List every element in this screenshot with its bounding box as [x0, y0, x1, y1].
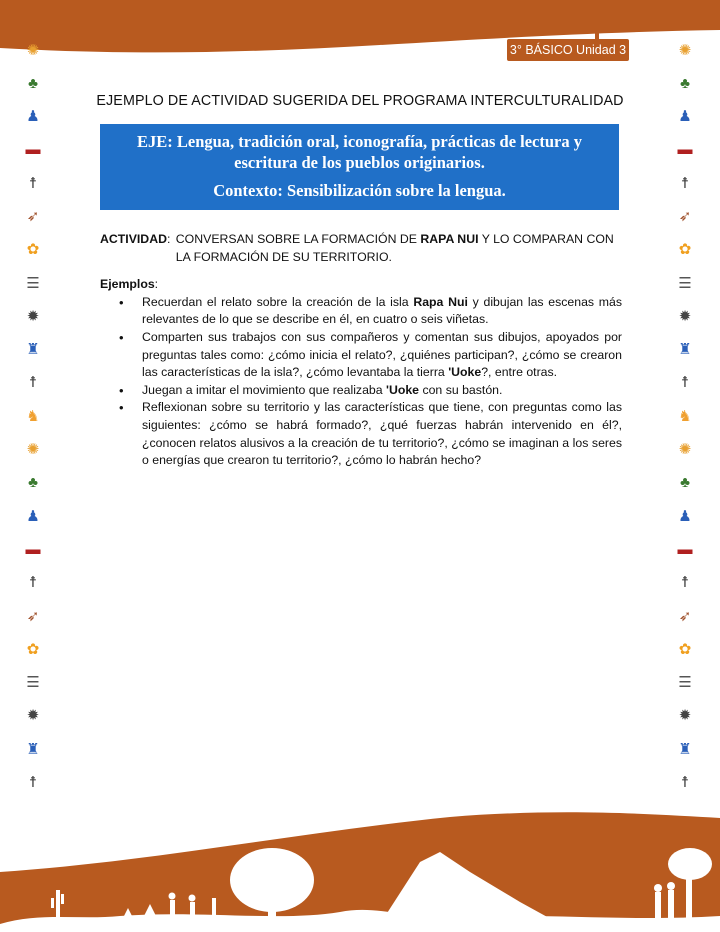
example-text: Comparten sus trabajos con sus compañeros y comentan sus dibujos, apoyados por preguntas tales como: ¿cómo inicia el relato?, ¿quiénes participan?, ¿cómo se crearon las características de la isla?, ¿cómo levantaba la tierra: [142, 329, 622, 380]
llama-icon: ♞: [678, 407, 692, 425]
flower-icon: ✿: [678, 241, 692, 259]
example-item: [100, 399, 622, 469]
fox-icon: ▬: [25, 540, 41, 558]
person-figure-icon: ☨: [680, 574, 690, 592]
star-sun-icon: ✹: [678, 307, 692, 325]
flower-icon: ✿: [678, 640, 692, 658]
blue-mask-icon: ♜: [26, 341, 40, 359]
blue-figure-icon: ♟: [26, 108, 40, 126]
star-sun-icon: ✹: [26, 307, 40, 325]
blue-figure-icon: ♟: [26, 507, 40, 525]
pot-icon: ☰: [678, 274, 692, 292]
star-sun-icon: ✹: [678, 707, 692, 725]
fox-icon: ▬: [677, 540, 693, 558]
example-highlight: Rapa Nui: [413, 294, 468, 309]
condor-icon: ➶: [26, 207, 40, 225]
blue-figure-icon: ♟: [678, 507, 692, 525]
pot-icon: ☰: [678, 674, 692, 692]
activity-text: [174, 231, 622, 266]
sun-face-icon: ✺: [678, 441, 692, 459]
examples-colon: :: [154, 277, 159, 292]
blue-mask-icon: ♜: [26, 740, 40, 758]
lizard-figure-icon: ♣: [28, 474, 38, 492]
example-item: [100, 382, 622, 400]
eje-box: [100, 124, 619, 210]
flower-icon: ✿: [26, 241, 40, 259]
activity-text-part: CONVERSAN SOBRE LA FORMACIÓN DE: [175, 232, 421, 246]
sun-face-icon: ✺: [678, 41, 692, 59]
flower-icon: ✿: [26, 640, 40, 658]
person-figure-icon: ☨: [28, 574, 38, 592]
left-icon-column: [18, 38, 48, 804]
person-figure-icon: ☨: [28, 174, 38, 192]
pot-icon: ☰: [26, 674, 40, 692]
example-text: ?, entre otras.: [481, 365, 558, 380]
blue-figure-icon: ♟: [678, 108, 692, 126]
examples-list: [100, 294, 622, 470]
example-item: [100, 329, 622, 382]
totem-figure-icon: ☨: [28, 374, 38, 392]
person-figure-icon: ☨: [680, 174, 690, 192]
condor-icon: ➶: [26, 607, 40, 625]
sun-face-icon: ✺: [26, 441, 40, 459]
activity-statement: [100, 231, 622, 266]
lizard-figure-icon: ♣: [680, 74, 690, 92]
eje-line-2: escritura de los pueblos originarios.: [234, 153, 485, 172]
totem-figure-icon: ☨: [28, 774, 38, 792]
document-title: EJEMPLO DE ACTIVIDAD SUGERIDA DEL PROGRAMA INTERCULTURALIDAD: [96, 93, 624, 109]
example-text: Reflexionan sobre su territorio y las características que tiene, con preguntas como las siguientes: ¿cómo se habrá formado?, ¿qué fuerzas habrán intervenido en él?, ¿conocen relatos alusivos a la creación de tu territorio?, ¿cómo se imaginan a los seres o energías que crearon tu territorio?, ¿cómo lo habrán hecho?: [142, 400, 622, 468]
activity-label: ACTIVIDAD: [100, 232, 167, 246]
activity-colon: :: [166, 232, 174, 246]
activity-text-part: Y LO COMPARAN CON LA FORMACIÓN DE SU TERRITORIO.: [175, 232, 614, 264]
totem-figure-icon: ☨: [680, 774, 690, 792]
condor-icon: ➶: [678, 207, 692, 225]
example-item: [100, 294, 622, 329]
pot-icon: ☰: [26, 274, 40, 292]
blue-mask-icon: ♜: [678, 740, 692, 758]
lizard-figure-icon: ♣: [28, 74, 38, 92]
fox-icon: ▬: [25, 141, 41, 159]
condor-icon: ➶: [678, 607, 692, 625]
example-highlight: 'Uoke: [386, 382, 420, 397]
activity-content: [100, 231, 622, 470]
activity-highlight: RAPA NUI: [420, 232, 479, 246]
examples-label: Ejemplos: [100, 277, 155, 292]
blue-mask-icon: ♜: [678, 341, 692, 359]
example-highlight: 'Uoke: [448, 365, 482, 380]
lizard-figure-icon: ♣: [680, 474, 690, 492]
fox-icon: ▬: [677, 141, 693, 159]
bottom-landscape-illustration: [0, 812, 720, 932]
llama-icon: ♞: [26, 407, 40, 425]
eje-line-1: EJE: Lengua, tradición oral, iconografía, prácticas de lectura y: [137, 132, 582, 151]
example-text: con su bastón.: [419, 382, 503, 397]
star-sun-icon: ✹: [26, 707, 40, 725]
example-text: Juegan a imitar el movimiento que realizaba: [142, 382, 387, 397]
example-text: Recuerdan el relato sobre la creación de la isla: [142, 294, 414, 309]
context-line: Contexto: Sensibilización sobre la lengua.: [213, 181, 506, 200]
unit-badge: 3° BÁSICO Unidad 3: [507, 39, 629, 61]
right-icon-column: [670, 38, 700, 804]
example-text: y dibujan las escenas más relevantes de lo que se describe en él, en cuatro o seis viñetas.: [142, 294, 622, 327]
sun-face-icon: ✺: [26, 41, 40, 59]
examples-heading: [100, 276, 622, 294]
totem-figure-icon: ☨: [680, 374, 690, 392]
